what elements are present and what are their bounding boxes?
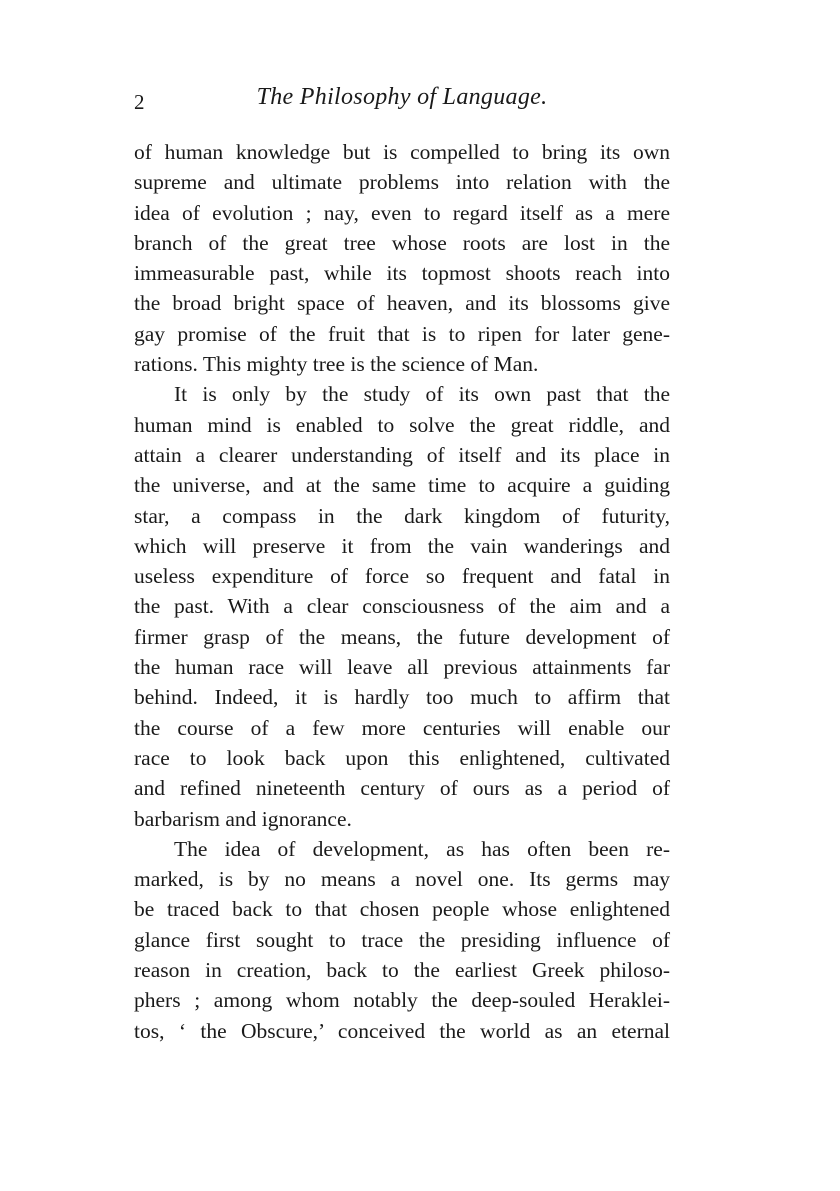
text-line: the broad bright space of heaven, and its blossoms give [134, 291, 670, 316]
text-line: rations. This mighty tree is the science of Man. [134, 352, 539, 377]
text-line: immeasurable past, while its topmost shoots reach into [134, 261, 670, 286]
text-line: phers ; among whom notably the deep-souled Heraklei- [134, 988, 670, 1013]
text-line: gay promise of the fruit that is to ripen for later gene- [134, 321, 670, 346]
text-line: the past. With a clear consciousness of the aim and a [134, 594, 670, 619]
text-line: supreme and ultimate problems into relation with the [134, 170, 670, 195]
paragraph-first-line: The idea of development, as has often been re- [174, 836, 670, 861]
text-line: tos, ‘ the Obscure,’ conceived the world as an eternal [134, 1018, 670, 1043]
text-line: the human race will leave all previous attainments far [134, 655, 670, 680]
text-line: reason in creation, back to the earliest Greek philoso- [134, 958, 670, 983]
text-line: glance first sought to trace the presiding influence of [134, 927, 670, 952]
text-line: idea of evolution ; nay, even to regard itself as a mere [134, 200, 670, 225]
text-line: of human knowledge but is compelled to bring its own [134, 140, 670, 164]
paragraph-first-line: It is only by the study of its own past that the [174, 382, 670, 407]
text-line: firmer grasp of the means, the future development of [134, 624, 670, 649]
text-line: and refined nineteenth century of ours as a period of [134, 776, 670, 801]
body-text [134, 137, 670, 1046]
text-line: behind. Indeed, it is hardly too much to affirm that [134, 685, 670, 710]
text-line: the course of a few more centuries will enable our [134, 715, 670, 740]
text-line: be traced back to that chosen people whose enlightened [134, 897, 670, 922]
running-title: The Philosophy of Language. [256, 84, 548, 110]
text-line: useless expenditure of force so frequent and fatal in [134, 564, 670, 589]
text-line: attain a clearer understanding of itself and its place in [134, 442, 670, 467]
text-line: race to look back upon this enlightened, cultivated [134, 745, 670, 770]
text-line: which will preserve it from the vain wanderings and [134, 533, 670, 558]
text-line: branch of the great tree whose roots are lost in the [134, 230, 670, 255]
text-line: human mind is enabled to solve the great riddle, and [134, 412, 670, 437]
running-head [134, 84, 670, 116]
text-line: barbarism and ignorance. [134, 806, 352, 831]
text-line: star, a compass in the dark kingdom of futurity, [134, 503, 670, 528]
text-line: the universe, and at the same time to acquire a guiding [134, 473, 670, 498]
page-number: 2 [134, 90, 145, 114]
text-line: marked, is by no means a novel one. Its germs may [134, 867, 670, 892]
